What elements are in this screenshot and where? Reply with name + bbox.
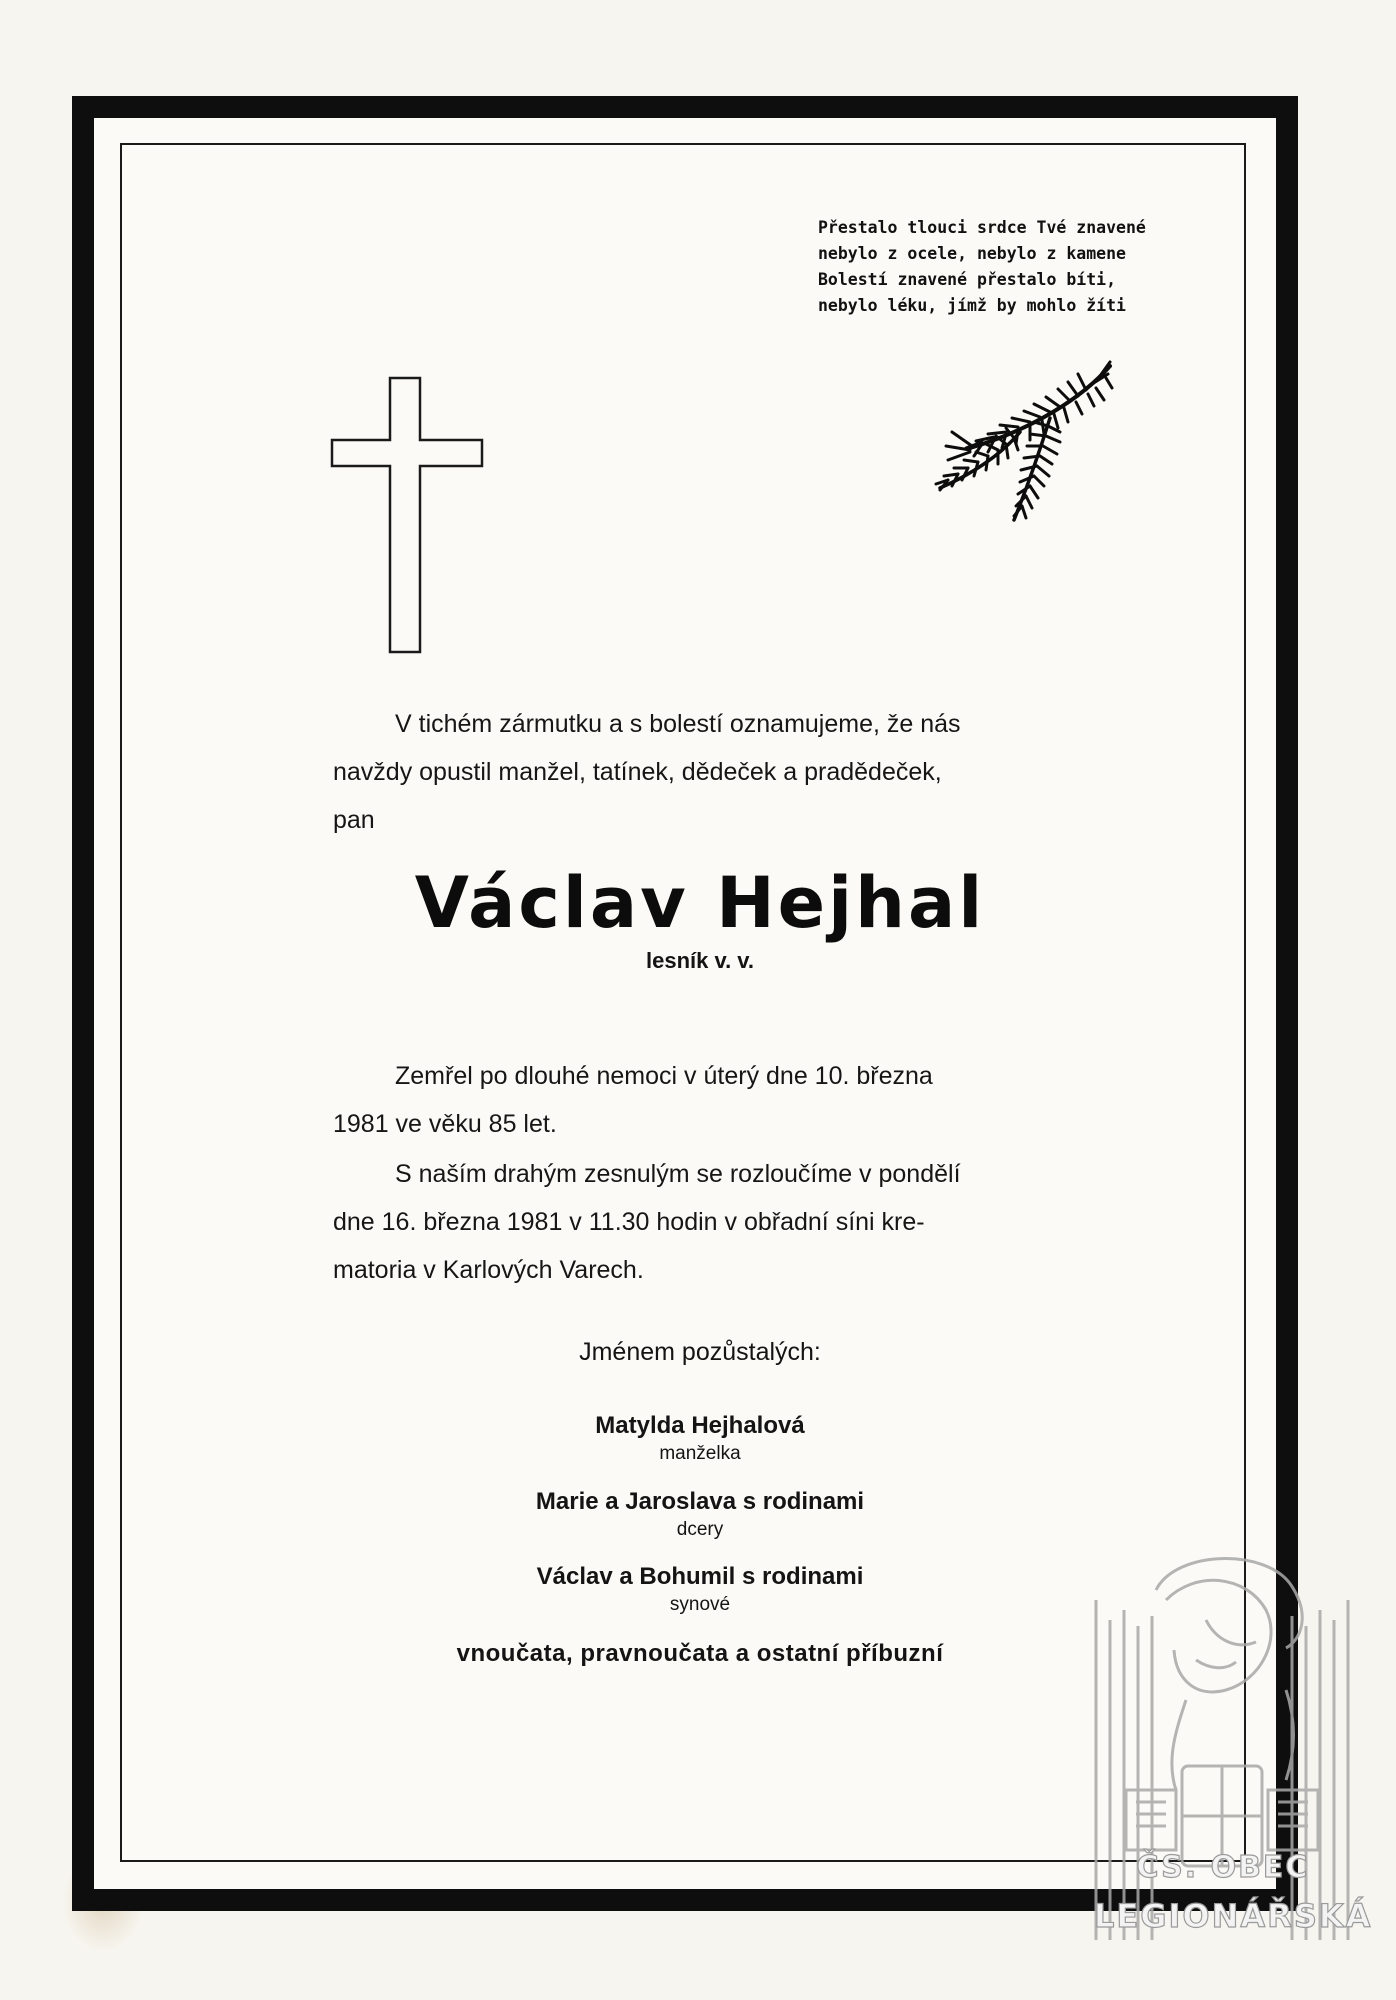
farewell-line: S naším drahým zesnulým se rozloučíme v pondělí xyxy=(395,1160,961,1188)
fir-branch-icon xyxy=(910,360,1120,540)
announcement-line: pan xyxy=(333,806,375,834)
farewell-paragraph xyxy=(333,1150,1060,1294)
poem-line: Přestalo tlouci srdce Tvé znavené xyxy=(818,218,1146,237)
death-line: 1981 ve věku 85 let. xyxy=(333,1110,557,1138)
farewell-line: dne 16. března 1981 v 11.30 hodin v obřadní síni kre- xyxy=(333,1208,925,1236)
announcement-line: navždy opustil manžel, tatínek, dědeček a pradědeček, xyxy=(333,758,942,786)
announcement-paragraph xyxy=(333,700,1060,844)
poem-line: nebylo z ocele, nebylo z kamene xyxy=(818,244,1126,263)
announcement-line: V tichém zármutku a s bolestí oznamujeme, že nás xyxy=(395,710,961,738)
family-member-role: manželka xyxy=(659,1443,741,1464)
family-member-role: dcery xyxy=(676,1519,724,1540)
death-line: Zemřel po dlouhé nemoci v úterý dne 10. března xyxy=(395,1062,933,1090)
stamp-text: LEGIONÁŘSKÁ xyxy=(1094,1897,1373,1935)
family-member-name: Václav a Bohumil s rodinami xyxy=(536,1563,864,1590)
farewell-line: matoria v Karlových Varech. xyxy=(333,1256,644,1284)
poem xyxy=(818,215,1178,319)
poem-line: nebylo léku, jímž by mohlo žíti xyxy=(818,296,1126,315)
other-relatives: vnoučata, pravnoučata a ostatní příbuzní xyxy=(456,1640,944,1667)
death-paragraph xyxy=(333,1052,1060,1148)
poem-line: Bolestí znavené přestalo bíti, xyxy=(818,270,1117,289)
cross-icon xyxy=(330,376,486,656)
deceased-name: Václav Hejhal xyxy=(414,862,986,944)
deceased-title: lesník v. v. xyxy=(645,948,755,973)
family-member-name: Matylda Hejhalová xyxy=(595,1412,805,1439)
mourners-heading: Jménem pozůstalých: xyxy=(579,1338,821,1366)
stamp-text: ČS. OBEC xyxy=(1136,1850,1310,1885)
family-member-name: Marie a Jaroslava s rodinami xyxy=(535,1488,865,1515)
family-member-role: synové xyxy=(669,1594,731,1615)
